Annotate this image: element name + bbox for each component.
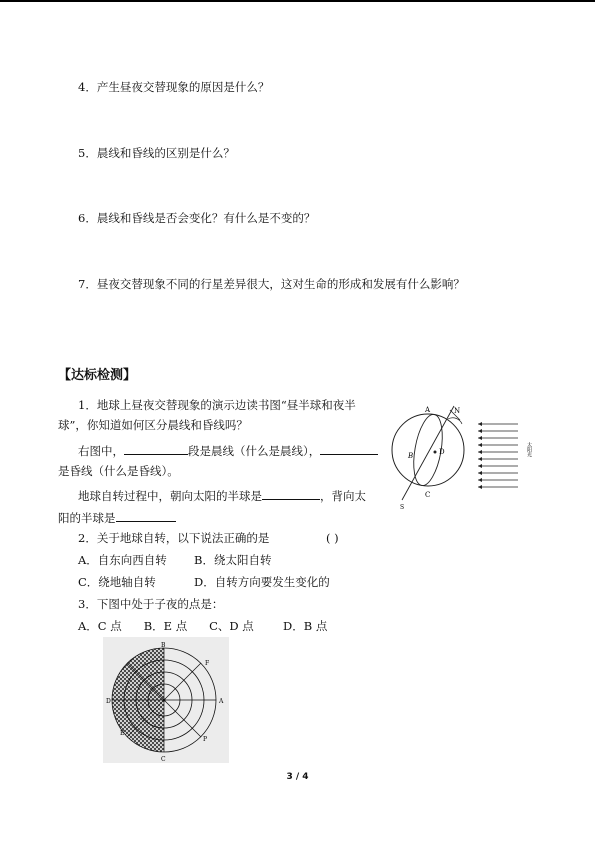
- answer-blank-dusk-segment[interactable]: [320, 442, 378, 455]
- sunlight-label: 太阳光: [526, 442, 532, 457]
- q2-option-d: D．自转方向要发生变化的: [194, 575, 330, 589]
- q2-stem: 2．关于地球自转，以下说法正确的是: [78, 531, 270, 545]
- q2-option-b: B．绕太阳自转: [194, 553, 272, 567]
- q1-line5-suffix: ，背向太: [320, 489, 366, 503]
- label-p: P: [203, 736, 208, 743]
- q1-line3-suffix: 段是晨线（什么是晨线），: [188, 444, 321, 458]
- label-a: A: [219, 698, 224, 705]
- label-e: E: [120, 730, 125, 737]
- question-5: 5．晨线和昏线的区别是什么？: [78, 146, 235, 160]
- section-title: 【达标检测】: [58, 368, 137, 383]
- question-6: 6．晨线和昏线是否会变化？有什么是不变的？: [78, 211, 316, 225]
- label-n: N: [454, 407, 461, 415]
- label-d: D: [106, 698, 111, 705]
- sunlight-arrowheads: [478, 422, 482, 489]
- rotation-arrow: [448, 418, 462, 424]
- question-7: 7．昼夜交替现象不同的行星差异很大，这对生命的形成和发展有什么影响？: [78, 277, 465, 291]
- label-a: A: [425, 406, 431, 414]
- q1-line6: [58, 509, 176, 526]
- top-border-line: [0, 0, 595, 2]
- q3-stem: 3．下图中处于子夜的点是：: [78, 597, 224, 611]
- label-c: C: [425, 491, 431, 499]
- answer-blank-night-hemisphere[interactable]: [116, 509, 176, 522]
- label-b: B: [408, 452, 414, 460]
- q1-line5-prefix: 地球自转过程中，朝向太阳的半球是: [78, 489, 262, 503]
- answer-blank-dawn-segment[interactable]: [124, 442, 188, 455]
- polar-view-diagram: [103, 637, 229, 763]
- q1-line6-text: 阳的半球是: [58, 511, 116, 525]
- label-s: S: [400, 504, 405, 511]
- q1-line4: 是昏线（什么是昏线）。: [58, 464, 179, 478]
- q1-line5: [78, 487, 366, 504]
- question-4: 4．产生昼夜交替现象的原因是什么？: [78, 80, 270, 94]
- q1-line1: 1．地球上昼夜交替现象的演示边读书图“昼半球和夜半: [78, 398, 356, 412]
- page-number: 3 / 4: [286, 772, 309, 782]
- q1-line2: 球”，你知道如何区分晨线和昏线吗？: [58, 418, 248, 432]
- day-night-hemisphere-diagram: [388, 402, 548, 514]
- pole-dot: [163, 699, 166, 702]
- q2-answer-paren[interactable]: ( ): [326, 531, 339, 545]
- q2-option-c: C．绕地轴自转: [78, 575, 156, 589]
- q1-line3-prefix: 右图中，: [78, 444, 124, 458]
- earth-circle: [392, 414, 464, 486]
- label-b: B: [161, 642, 166, 649]
- q2-option-a: A．自东向西自转: [78, 553, 167, 567]
- label-d: D: [439, 448, 445, 456]
- point-d-dot: [434, 451, 437, 454]
- label-c: C: [161, 756, 166, 763]
- sunlight-rays: [478, 424, 518, 487]
- answer-blank-day-hemisphere[interactable]: [262, 487, 320, 500]
- q1-line3: [78, 442, 378, 459]
- label-f: F: [205, 660, 210, 667]
- q3-options: A．C 点 B．E 点 C、D 点 D．B 点: [78, 619, 328, 633]
